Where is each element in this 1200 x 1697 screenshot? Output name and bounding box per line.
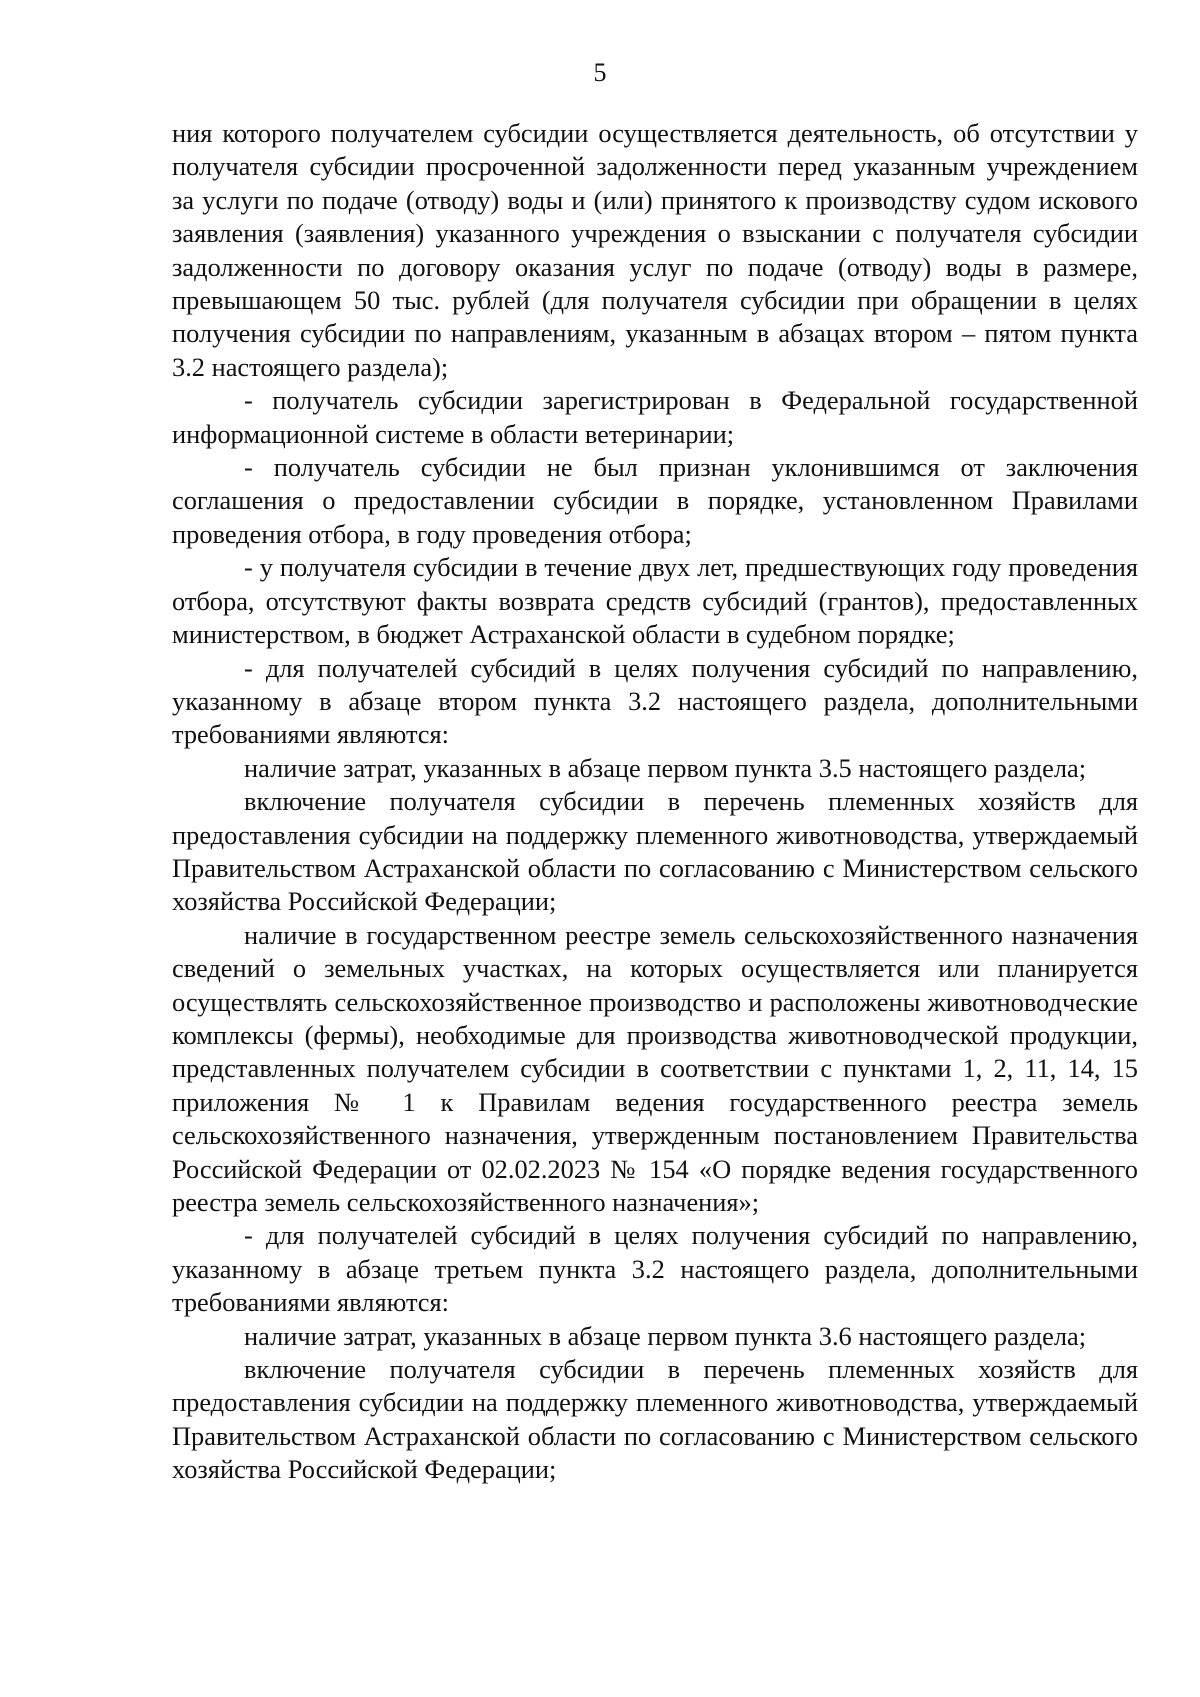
paragraph-vetis-registration: - получатель субсидии зарегистрирован в Федеральной государственной информационной системе в области ветеринарии; [172, 385, 1138, 449]
paragraph-breeding-farm-list-2: включение получателя субсидии в перечень племенных хозяйств для предоставления субсидии на поддержку племенного животноводства, утверждаемый Правительством Астраханской области по согласованию с Министерством сельского хозяйства Российской Федерации; [172, 1354, 1138, 1485]
page-number: 5 [593, 58, 607, 87]
paragraph-costs-3-5: наличие затрат, указанных в абзаце первом пункта 3.5 настоящего раздела; [244, 752, 1087, 783]
paragraph-continuation: ния которого получателем субсидии осуществляется деятельность, об отсутствии у получателя субсидии просроченной задолженности перед указанным учреждением за услуги по подаче (отводу) воды и (или) принятого к производству судом искового заявления (заявления) указанного учреждения о взыскании с получателя субсидии задолженности по договору оказания услуг по подаче (отводу) воды в размере, превышающем 50 тыс. рублей (для получателя субсидии при обращении в целях получения субсидии по направлениям, указанным в абзацах втором – пятом пункта 3.2 настоящего раздела); [172, 118, 1138, 382]
paragraph-land-registry: наличие в государственном реестре земель сельскохозяйственного назначения сведений о земельных участках, на которых осуществляется или планируется осуществлять сельскохозяйственное производство и расположены животноводческие комплексы (фермы), необходимые для производства животноводческой продукции, представленных получателем субсидии в соответствии с пунктами 1, 2, 11, 14, 15 приложения № 1 к Правилам ведения государственного реестра земель сельскохозяйственного назначения, утвержденным постановлением Правительства Российской Федерации от 02.02.2023 № 154 «О порядке ведения государственного реестра земель сельскохозяйственного назначения»; [172, 919, 1138, 1217]
document-body [172, 117, 1138, 1487]
paragraph-no-returned-funds: - у получателя субсидии в течение двух лет, предшествующих году проведения отбора, отсутствуют факты возврата средств субсидий (грантов), предоставленных министерством, в бюджет Астраханской области в судебном порядке; [172, 552, 1138, 650]
paragraph-costs-3-6: наличие затрат, указанных в абзаце первом пункта 3.6 настоящего раздела; [244, 1320, 1087, 1351]
paragraph-not-evading-agreement: - получатель субсидии не был признан уклонившимся от заключения соглашения о предоставлении субсидии в порядке, установленном Правилами проведения отбора, в году проведения отбора; [172, 452, 1138, 549]
paragraph-breeding-farm-list-1: включение получателя субсидии в перечень племенных хозяйств для предоставления субсидии на поддержку племенного животноводства, утверждаемый Правительством Астраханской области по согласованию с Министерством сельского хозяйства Российской Федерации; [172, 786, 1138, 917]
paragraph-direction-two-requirements: - для получателей субсидий в целях получения субсидий по направлению, указанному в абзаце втором пункта 3.2 настоящего раздела, дополнительными требованиями являются: [172, 652, 1138, 750]
paragraph-direction-three-requirements: - для получателей субсидий в целях получения субсидий по направлению, указанному в абзаце третьем пункта 3.2 настоящего раздела, дополнительными требованиями являются: [172, 1220, 1138, 1318]
